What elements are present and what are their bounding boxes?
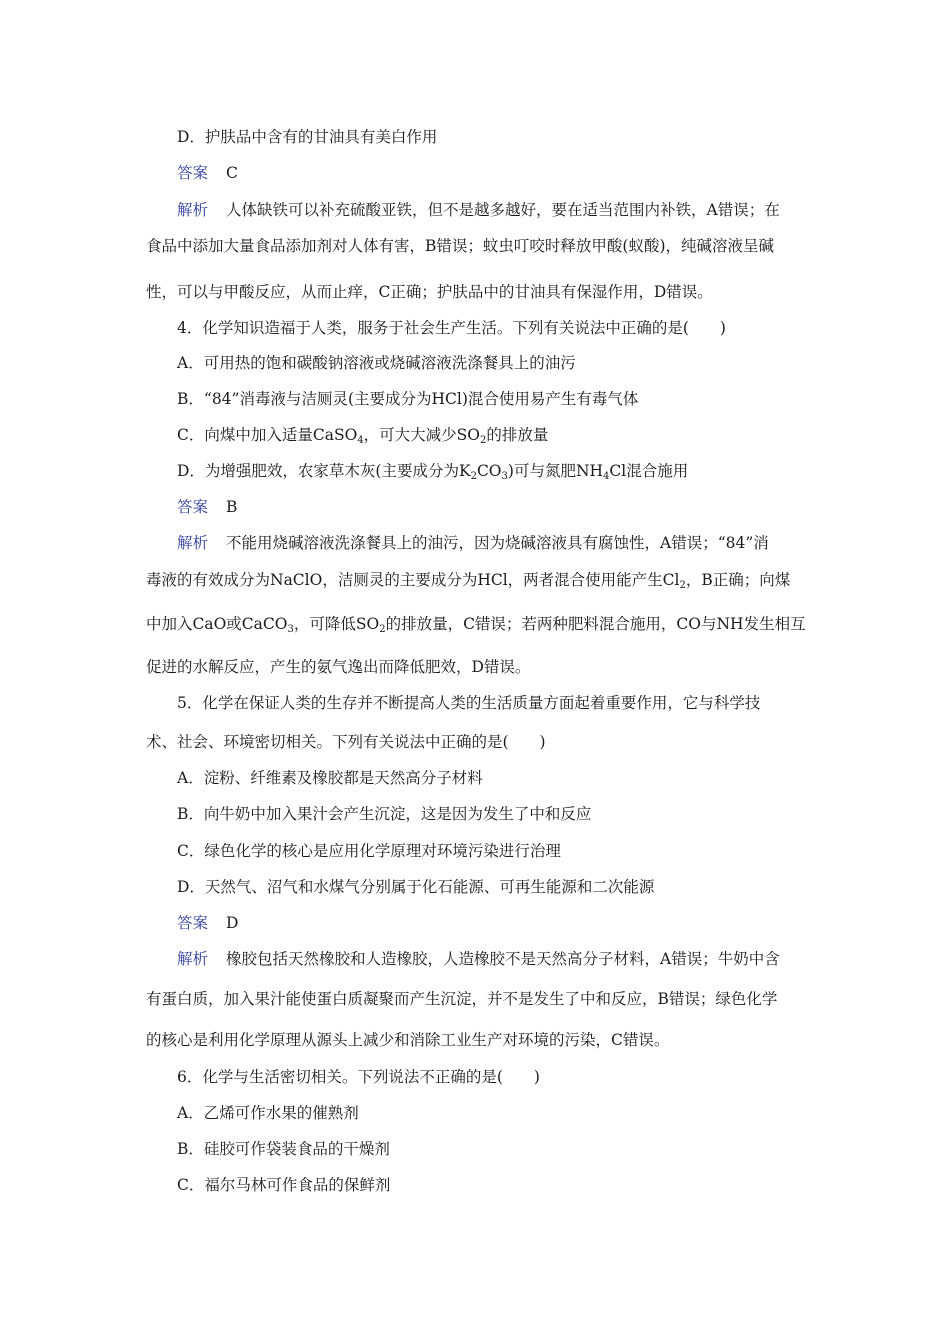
q6-stem: 6．化学与生活密切相关。下列说法不正确的是( ) <box>177 1068 540 1086</box>
q4-option-a: A．可用热的饱和碳酸钠溶液或烧碱溶液洗涤餐具上的油污 <box>177 354 576 372</box>
q4-analysis-line-3 <box>146 614 810 634</box>
subscript: 4 <box>357 435 364 446</box>
subscript: 2 <box>679 580 686 591</box>
text-run: Cl混合施用 <box>609 462 689 480</box>
subscript: 2 <box>480 435 487 446</box>
q4-answer <box>177 497 810 517</box>
q4-analysis-line-2 <box>146 570 810 590</box>
answer-value: D <box>226 914 239 932</box>
text-run: 毒液的有效成分为NaClO，洁厕灵的主要成分为HCl，两者混合使用能产生Cl <box>146 571 680 589</box>
text-run: CO <box>476 462 502 480</box>
analysis-label: 解析 <box>177 534 209 552</box>
answer-label: 答案 <box>177 164 209 182</box>
q5-option-c: C．绿色化学的核心是应用化学原理对环境污染进行治理 <box>177 842 561 860</box>
q3-analysis-line-3: 性，可以与甲酸反应，从而止痒，C正确；护肤品中的甘油具有保湿作用，D错误。 <box>146 283 713 301</box>
q4-stem: 4．化学知识造福于人类，服务于社会生产生活。下列有关说法中正确的是( ) <box>177 319 726 337</box>
q5-option-b: B．向牛奶中加入果汁会产生沉淀，这是因为发生了中和反应 <box>177 805 592 823</box>
q5-option-a: A．淀粉、纤维素及橡胶都是天然高分子材料 <box>177 769 483 787</box>
q4-analysis-line-4: 促进的水解反应，产生的氨气逸出而降低肥效，D错误。 <box>146 658 531 676</box>
q4-option-d <box>177 461 810 481</box>
subscript: 2 <box>470 471 477 482</box>
subscript: 4 <box>603 471 610 482</box>
q4-analysis-line-1 <box>177 533 810 553</box>
text-run: C．向煤中加入适量CaSO <box>177 426 358 444</box>
q4-option-b: B．“84”消毒液与洁厕灵(主要成分为HCl)混合使用易产生有毒气体 <box>177 390 639 408</box>
q3-option-d: D．护肤品中含有的甘油具有美白作用 <box>177 128 438 146</box>
q6-option-c: C．福尔马林可作食品的保鲜剂 <box>177 1176 391 1194</box>
text-run: D．为增强肥效，农家草木灰(主要成分为K <box>177 462 471 480</box>
analysis-text: 橡胶包括天然橡胶和人造橡胶，人造橡胶不是天然高分子材料，A错误；牛奶中含 <box>226 950 780 968</box>
q3-analysis-line-1 <box>177 200 810 220</box>
answer-value: C <box>226 164 238 182</box>
text-run: 中加入CaO或CaCO <box>146 615 288 633</box>
q5-answer <box>177 913 810 933</box>
q6-option-b: B．硅胶可作袋装食品的干燥剂 <box>177 1140 390 1158</box>
answer-value: B <box>226 498 238 516</box>
q5-analysis-line-2: 有蛋白质，加入果汁能使蛋白质凝聚而产生沉淀，并不是发生了中和反应，B错误；绿色化学 <box>146 990 778 1008</box>
subscript: 3 <box>287 624 294 635</box>
q6-option-a: A．乙烯可作水果的催熟剂 <box>177 1104 359 1122</box>
q5-analysis-line-1 <box>177 949 810 969</box>
q5-analysis-line-3: 的核心是利用化学原理从源头上减少和消除工业生产对环境的污染，C错误。 <box>146 1031 670 1049</box>
answer-label: 答案 <box>177 914 209 932</box>
subscript: 2 <box>379 624 386 635</box>
text-run: 的排放量，C错误；若两种肥料混合施用，CO与NH发生相互 <box>385 615 806 633</box>
answer-label: 答案 <box>177 498 209 516</box>
analysis-text: 人体缺铁可以补充硫酸亚铁，但不是越多越好，要在适当范围内补铁，A错误；在 <box>226 201 780 219</box>
q5-stem-line-2: 术、社会、环境密切相关。下列有关说法中正确的是( ) <box>146 733 546 751</box>
text-run: 的排放量 <box>486 426 549 444</box>
q3-answer <box>177 163 810 183</box>
analysis-text: 不能用烧碱溶液洗涤餐具上的油污，因为烧碱溶液具有腐蚀性，A错误；“84”消 <box>226 534 769 552</box>
text-run: )可与氮肥NH <box>507 462 604 480</box>
analysis-label: 解析 <box>177 950 209 968</box>
text-run: ，可降低SO <box>293 615 380 633</box>
q3-analysis-line-2: 食品中添加大量食品添加剂对人体有害，B错误；蚊虫叮咬时释放甲酸(蚁酸)，纯碱溶液呈碱 <box>146 237 774 255</box>
text-run: ，B正确；向煤 <box>685 571 791 589</box>
q4-option-c <box>177 425 810 445</box>
text-run: ，可大大减少SO <box>363 426 480 444</box>
analysis-label: 解析 <box>177 201 209 219</box>
subscript: 3 <box>501 471 508 482</box>
q5-option-d: D．天然气、沼气和水煤气分别属于化石能源、可再生能源和二次能源 <box>177 878 655 896</box>
q5-stem-line-1: 5．化学在保证人类的生存并不断提高人类的生活质量方面起着重要作用，它与科学技 <box>177 694 761 712</box>
